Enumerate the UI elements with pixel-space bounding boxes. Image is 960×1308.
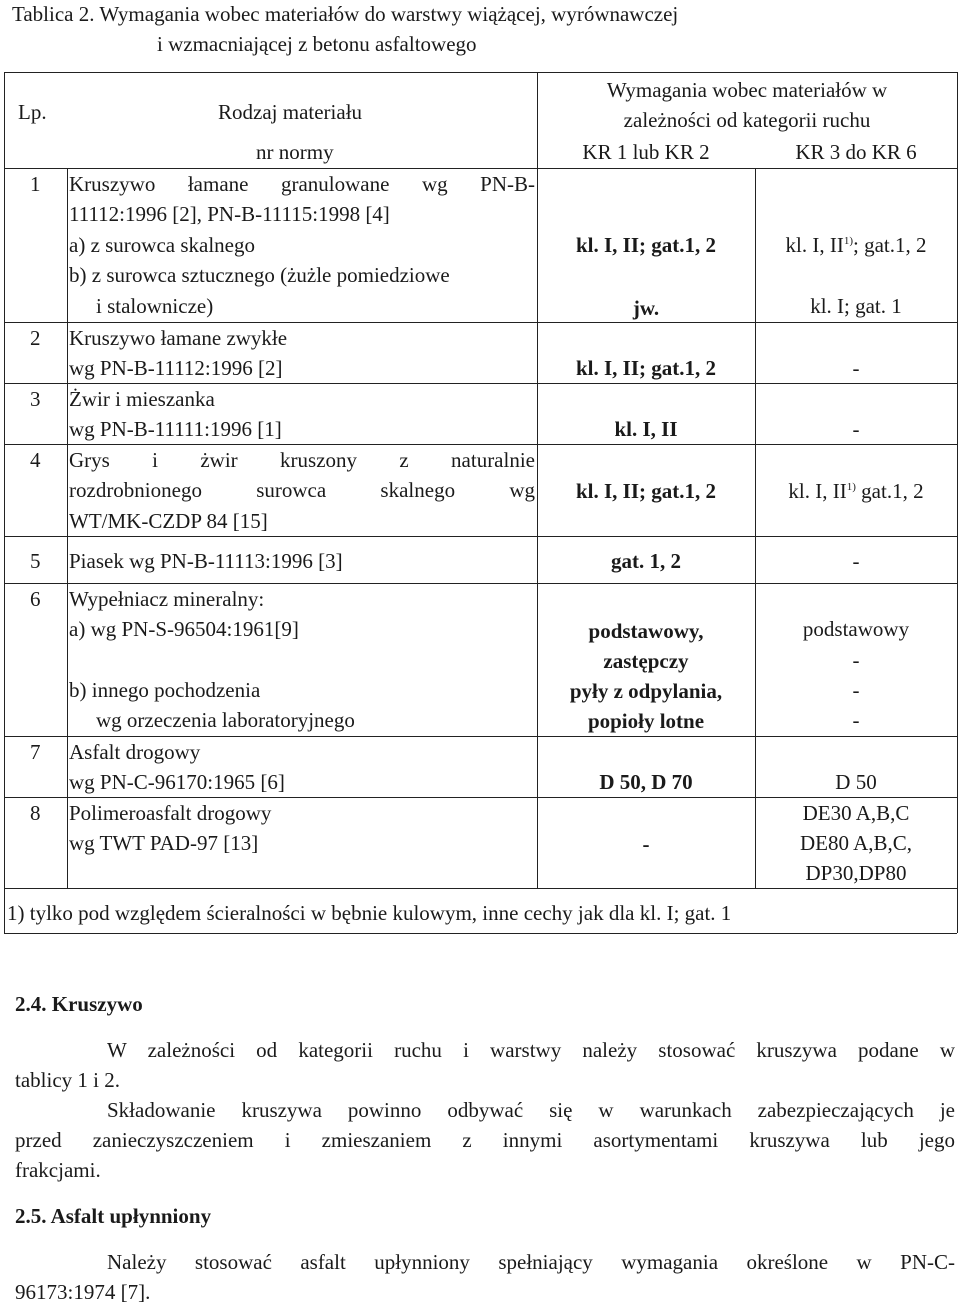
- kr36-value: podstawowy: [802, 617, 910, 641]
- kr36-value: -: [852, 549, 860, 573]
- row-material-line: Asfalt drogowy: [69, 740, 201, 764]
- kr12-value: -: [642, 832, 650, 856]
- kr36-value: DE30 A,B,C: [802, 801, 910, 825]
- row-material-line: Wypełniacz mineralny:: [69, 587, 265, 611]
- kr12-value: popioły lotne: [587, 709, 705, 733]
- kr12-value: kl. I, II; gat.1, 2: [575, 356, 717, 380]
- row-material-line: Kruszywo łamane zwykłe: [69, 326, 288, 350]
- kr36-value: kl. I, II$^{1)}$; gat.1, 2: [785, 233, 927, 257]
- row-number: 5: [30, 549, 41, 573]
- row-material-line: wg orzeczenia laboratoryjnego: [96, 708, 355, 732]
- header-requirements-line1: Wymagania wobec materiałów w: [606, 78, 888, 102]
- row-number: 8: [30, 801, 41, 825]
- kr36-value: kl. I; gat. 1: [810, 294, 902, 318]
- row-material-line: Piasek wg PN-B-11113:1996 [3]: [69, 549, 343, 573]
- row-material-line: 11112:1996 [2], PN-B-11115:1998 [4]: [69, 202, 390, 226]
- kr12-value: podstawowy,: [588, 619, 704, 643]
- header-requirements-line2: zależności od kategorii ruchu: [623, 108, 871, 132]
- row-material-line: Żwir i mieszanka: [69, 387, 215, 411]
- row-material-line: WT/MK-CZDP 84 [15]: [69, 509, 268, 533]
- kr36-value: -: [852, 356, 860, 380]
- row-material-line: wg TWT PAD-97 [13]: [69, 831, 259, 855]
- kr36-value: D 50: [835, 770, 877, 794]
- kr12-value: kl. I, II: [614, 417, 678, 441]
- kr12-value: zastępczy: [603, 649, 689, 673]
- kr36-value: DP30,DP80: [805, 861, 907, 885]
- row-material-line: wg PN-B-11112:1996 [2]: [69, 356, 283, 380]
- row-material-line: a) wg PN-S-96504:1961[9]: [69, 617, 299, 641]
- header-material: Rodzaj materiału: [218, 100, 363, 124]
- kr12-value: jw.: [632, 296, 660, 320]
- kr12-value: D 50, D 70: [599, 770, 693, 794]
- table-caption-line2: i wzmacniającej z betonu asfaltowego: [157, 32, 477, 56]
- row-material-line: b) innego pochodzenia: [69, 678, 261, 702]
- row-material-line: i stalownicze): [96, 294, 214, 318]
- row-material-line: Polimeroasfalt drogowy: [69, 801, 272, 825]
- section-paragraph: Składowanie kruszywa powinno odbywać się w warunkach zabezpieczających je przed zanieczyszczeniem i zmieszaniem z innymi asortymentami kruszywa lub jego frakcjami.: [15, 1098, 955, 1182]
- row-number: 6: [30, 587, 41, 611]
- kr36-value: -: [852, 648, 860, 672]
- table-footnote: 1) tylko pod względem ścieralności w bębnie kulowym, inne cechy jak dla kl. I; gat. 1: [7, 901, 732, 925]
- row-material-line: rozdrobnionego surowca skalnego wg: [69, 478, 535, 502]
- row-material-line: wg PN-B-11111:1996 [1]: [69, 417, 282, 441]
- kr36-value: -: [852, 417, 860, 441]
- row-material-line: Kruszywo łamane granulowane wg PN-B-: [69, 172, 535, 196]
- header-norm: nr normy: [256, 140, 334, 164]
- header-lp: Lp.: [18, 100, 47, 124]
- kr12-value: gat. 1, 2: [611, 549, 681, 573]
- table-caption-line1: Tablica 2. Wymagania wobec materiałów do warstwy wiążącej, wyrównawczej: [12, 2, 679, 26]
- row-number: 1: [30, 172, 41, 196]
- row-material-line: a) z surowca skalnego: [69, 233, 256, 257]
- section-paragraph: W zależności od kategorii ruchu i warstwy należy stosować kruszywa podane w tablicy 1 i 2.: [15, 1038, 955, 1092]
- row-number: 2: [30, 326, 41, 350]
- section-heading: 2.5. Asfalt upłynniony: [15, 1204, 212, 1228]
- kr36-value: kl. I, II$^{1)}$ gat.1, 2: [788, 479, 924, 503]
- header-kr36: KR 3 do KR 6: [795, 140, 917, 164]
- kr12-value: kl. I, II; gat.1, 2: [575, 233, 717, 257]
- row-material-line: Grys i żwir kruszony z naturalnie: [69, 448, 535, 472]
- kr12-value: kl. I, II; gat.1, 2: [575, 479, 717, 503]
- section-heading: 2.4. Kruszywo: [15, 992, 143, 1016]
- section-paragraph: Należy stosować asfalt upłynniony spełniający wymagania określone w PN-C- 96173:1974 [7].: [15, 1250, 955, 1304]
- row-number: 3: [30, 387, 41, 411]
- kr12-value: pyły z odpylania,: [569, 679, 723, 703]
- row-material-line: wg PN-C-96170:1965 [6]: [69, 770, 285, 794]
- row-number: 7: [30, 740, 41, 764]
- kr36-value: -: [852, 708, 860, 732]
- row-number: 4: [30, 448, 41, 472]
- row-material-line: b) z surowca sztucznego (żużle pomiedziowe: [69, 263, 450, 287]
- kr36-value: -: [852, 678, 860, 702]
- header-kr12: KR 1 lub KR 2: [582, 140, 710, 164]
- kr36-value: DE80 A,B,C,: [799, 831, 912, 855]
